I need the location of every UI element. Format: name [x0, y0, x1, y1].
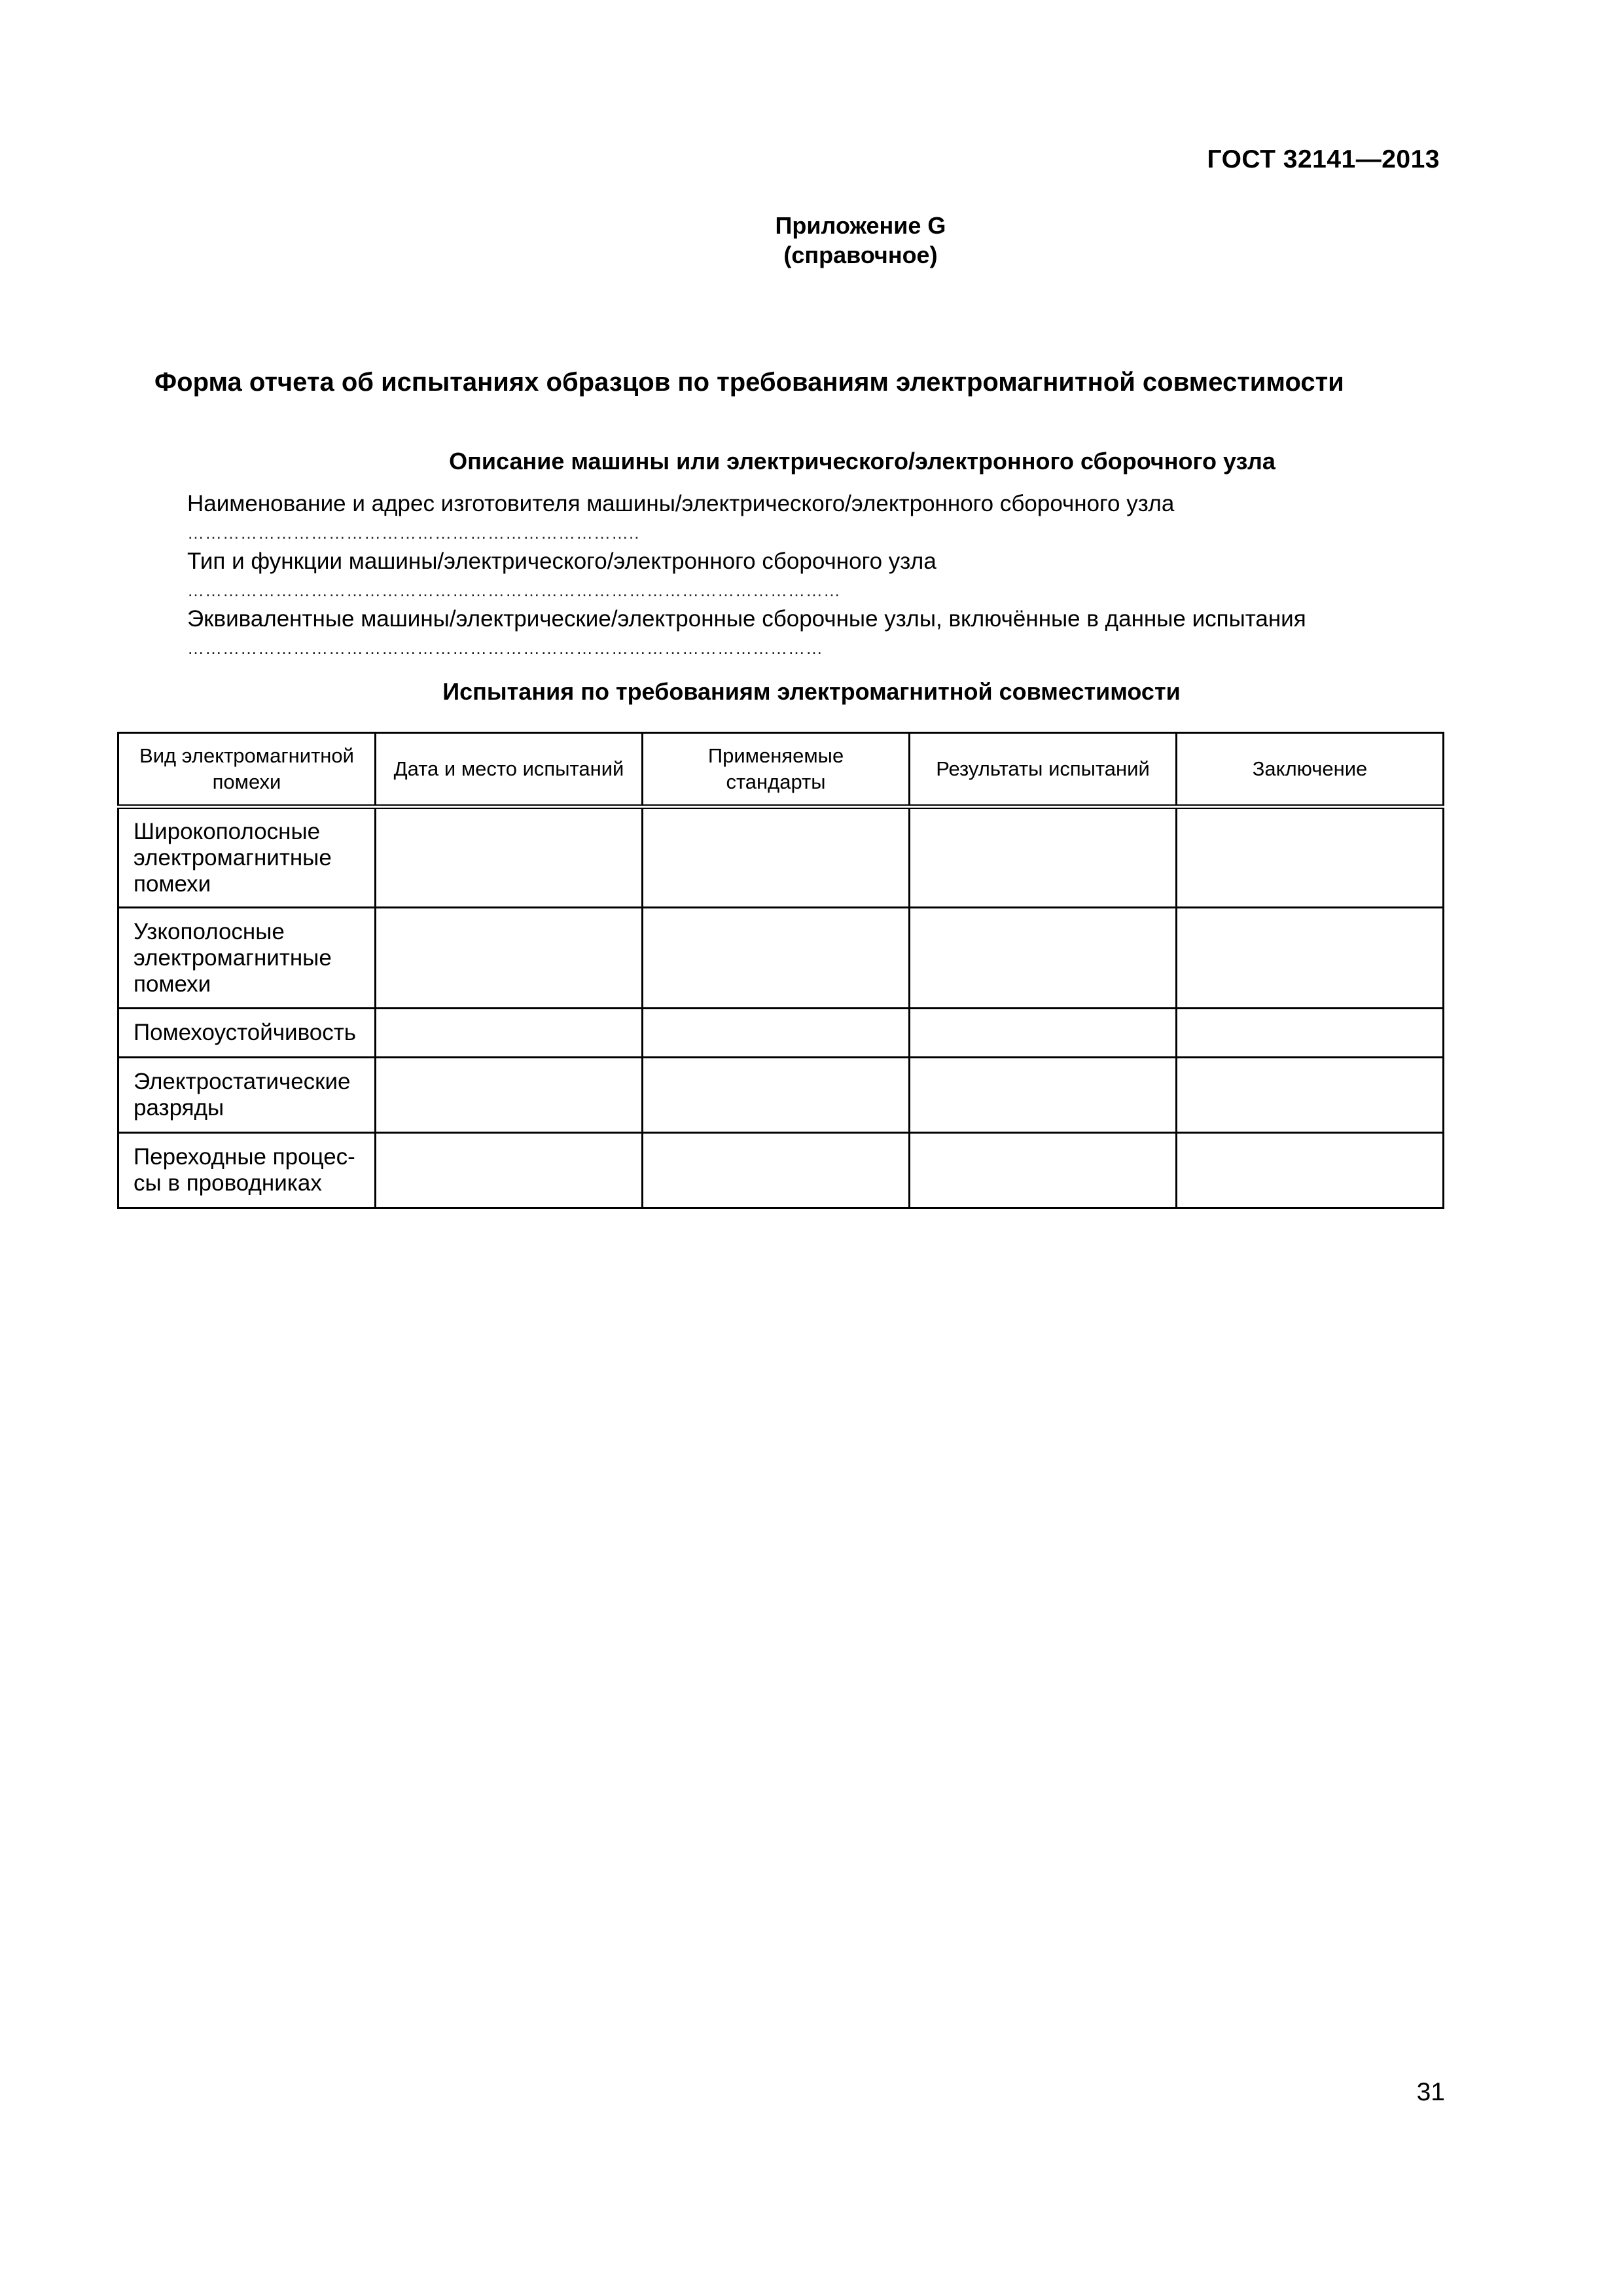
emc-results-table [117, 732, 1444, 1209]
appendix-subtitle: (справочное) [783, 242, 938, 268]
table-header-row [118, 733, 1444, 807]
column-header: Вид электромагнитной помехи [118, 733, 376, 807]
table-row [118, 1133, 1444, 1208]
description-lines [187, 490, 1463, 662]
column-header: Заключение [1177, 733, 1444, 807]
empty-cell[interactable] [376, 1058, 643, 1133]
description-line: Тип и функции машины/электрического/электронного сборочного узла [187, 548, 936, 574]
empty-cell[interactable] [1177, 1058, 1444, 1133]
fill-in-dots[interactable]: ………………………………………………………………………………………………… [187, 581, 841, 600]
empty-cell[interactable] [643, 908, 910, 1009]
appendix-heading [0, 211, 1623, 270]
empty-cell[interactable] [910, 1058, 1177, 1133]
empty-cell[interactable] [376, 908, 643, 1009]
tests-title: Испытания по требованиям электромагнитной совместимости [442, 678, 1181, 705]
empty-cell[interactable] [910, 1133, 1177, 1208]
empty-cell[interactable] [376, 1133, 643, 1208]
interference-type: Переходные процес-сы в проводниках [118, 1133, 376, 1208]
column-header: Результаты испытаний [910, 733, 1177, 807]
empty-cell[interactable] [643, 1133, 910, 1208]
description-line: Наименование и адрес изготовителя машины/электрического/электронного сборочного узла [187, 491, 1175, 516]
interference-type: Узкополосные электромагнитные помехи [118, 908, 376, 1009]
fill-in-dots[interactable]: ………………………………………………………………….. [187, 523, 640, 543]
empty-cell[interactable] [1177, 908, 1444, 1009]
empty-cell[interactable] [910, 1009, 1177, 1058]
empty-cell[interactable] [910, 908, 1177, 1009]
empty-cell[interactable] [1177, 1133, 1444, 1208]
description-line: Эквивалентные машины/электрические/электронные сборочные узлы, включённые в данные испытания [187, 606, 1306, 632]
interference-type: Помехоустойчивость [118, 1009, 376, 1058]
column-header: Дата и место испытаний [376, 733, 643, 807]
empty-cell[interactable] [643, 1009, 910, 1058]
empty-cell[interactable] [376, 1009, 643, 1058]
table-row [118, 807, 1444, 908]
empty-cell[interactable] [1177, 807, 1444, 908]
appendix-title: Приложение G [775, 212, 946, 239]
description-title: Описание машины или электрического/электронного сборочного узла [449, 448, 1275, 475]
empty-cell[interactable] [376, 807, 643, 908]
form-title: Форма отчета об испытаниях образцов по требованиям электромагнитной совместимости [154, 368, 1344, 397]
empty-cell[interactable] [643, 1058, 910, 1133]
empty-cell[interactable] [1177, 1009, 1444, 1058]
interference-type: Электростатические разряды [118, 1058, 376, 1133]
empty-cell[interactable] [643, 807, 910, 908]
empty-cell[interactable] [910, 807, 1177, 908]
column-header: Применяемые стандарты [643, 733, 910, 807]
table-row [118, 1058, 1444, 1133]
fill-in-dots[interactable]: ……………………………………………………………………………………………… [187, 638, 823, 658]
page-number: 31 [1416, 2078, 1445, 2106]
table-row [118, 908, 1444, 1009]
table-row [118, 1009, 1444, 1058]
standard-code: ГОСТ 32141—2013 [1207, 145, 1440, 173]
interference-type: Широкополосные электромагнитные помехи [118, 807, 376, 908]
